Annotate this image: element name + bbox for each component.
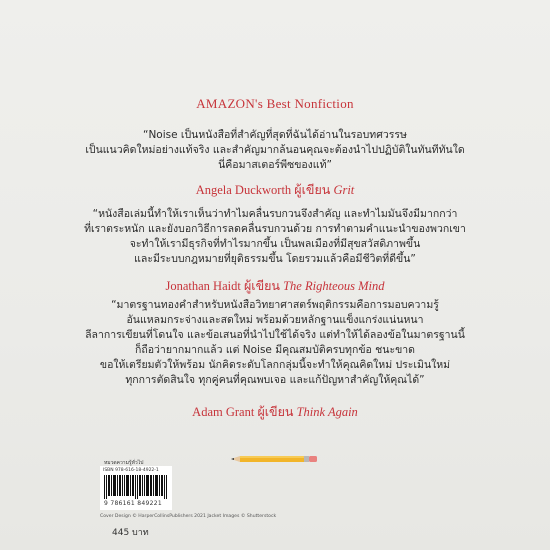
author-role: ผู้เขียน [257, 405, 294, 419]
quote-line: “หนังสือเล่มนี้ทำให้เราเห็นว่าทำไมคลื่นรบกวนจึงสำคัญ และทำไมมันจึงมีมากกว่า [92, 208, 458, 220]
quote-2-attribution [0, 276, 550, 296]
author-role: ผู้เขียน [294, 183, 331, 197]
quote-line: ที่เราตระหนัก และยังบอกวิธีการลดคลื่นรบกวนด้วย การทำตามคำแนะนำของพวกเขา [84, 223, 466, 235]
author-name: Jonathan Haidt [165, 279, 241, 293]
price-label: 445 บาท [112, 528, 149, 538]
award-heading: AMAZON's Best Nonfiction [196, 96, 354, 111]
quote-line: ขอให้เตรียมตัวให้พร้อม นักคิดระดับโลกกลุ่มนี้จะทำให้คุณคิดใหม่ ประเมินใหม่ [99, 359, 451, 371]
category-label: หมวดความรู้ทั่วไป [104, 460, 144, 466]
book-title: Think Again [296, 405, 358, 419]
barcode-panel [100, 466, 172, 510]
quote-line: จะทำให้เรามีธุรกิจที่ทำไรมากขึ้น เป็นพลเมืองที่มีสุขสวัสดิภาพขึ้น [129, 238, 421, 250]
book-title: The Righteous Mind [283, 279, 385, 293]
quote-3 [80, 298, 470, 388]
credits-text: Cover Design © HarperCollinsPublishers 2021 Jacket Images © Shutterstock [100, 514, 277, 519]
quote-line: ก็ถือว่ายากมากแล้ว แต่ Noise มีคุณสมบัติครบทุกข้อ ชนะขาด [135, 344, 415, 356]
barcode-number: 9 786161 849221 [104, 500, 162, 507]
author-name: Angela Duckworth [195, 183, 292, 197]
quote-1 [80, 128, 470, 173]
author-role: ผู้เขียน [243, 279, 280, 293]
author-name: Adam Grant [192, 405, 255, 419]
quote-line: ทุกการตัดสินใจ ทุกคู่คนที่คุณพบเจอ และแก้ปัญหาสำคัญให้คุณได้” [125, 374, 425, 386]
pencil-icon [231, 454, 319, 464]
quote-line: เป็นแนวคิดใหม่อย่างแท้จริง และสำคัญมากล้นอนคุณจะต้องนำไปปฏิบัติในทันทีทันใด [85, 144, 465, 156]
quote-line: “มาตรฐานทองคำสำหรับหนังสือวิทยาศาสตร์พฤติกรรมคือการมอบความรู้ [111, 299, 439, 311]
quote-line: นี่คือมาสเตอร์พีซของแท้” [218, 159, 332, 171]
isbn-text: ISBN 978-616-18-4922-1 [103, 468, 159, 473]
quote-line: อันแหลมกระจ่างและสดใหม่ พร้อมด้วยหลักฐานแข็งแกร่งแน่นหนา [126, 314, 424, 326]
quote-line: และมีระบบกฎหมายที่ยุติธรรมขึ้น โดยรวมแล้วคือมีชีวิตที่ดีขึ้น” [134, 253, 416, 265]
quote-line: “Noise เป็นหนังสือที่สำคัญที่สุดที่ฉันได้อ่านในรอบทศวรรษ [143, 129, 407, 141]
quote-1-attribution [0, 180, 550, 200]
book-title: Grit [333, 183, 355, 197]
barcode-icon [104, 475, 168, 499]
quote-2 [80, 207, 470, 267]
quote-3-attribution [0, 402, 550, 422]
quote-line: ลีลาการเขียนที่โดนใจ และข้อเสนอที่นำไปใช้ได้จริง แต่ทำให้ได้ลองข้อในมาตรฐานนี้ [85, 329, 465, 341]
